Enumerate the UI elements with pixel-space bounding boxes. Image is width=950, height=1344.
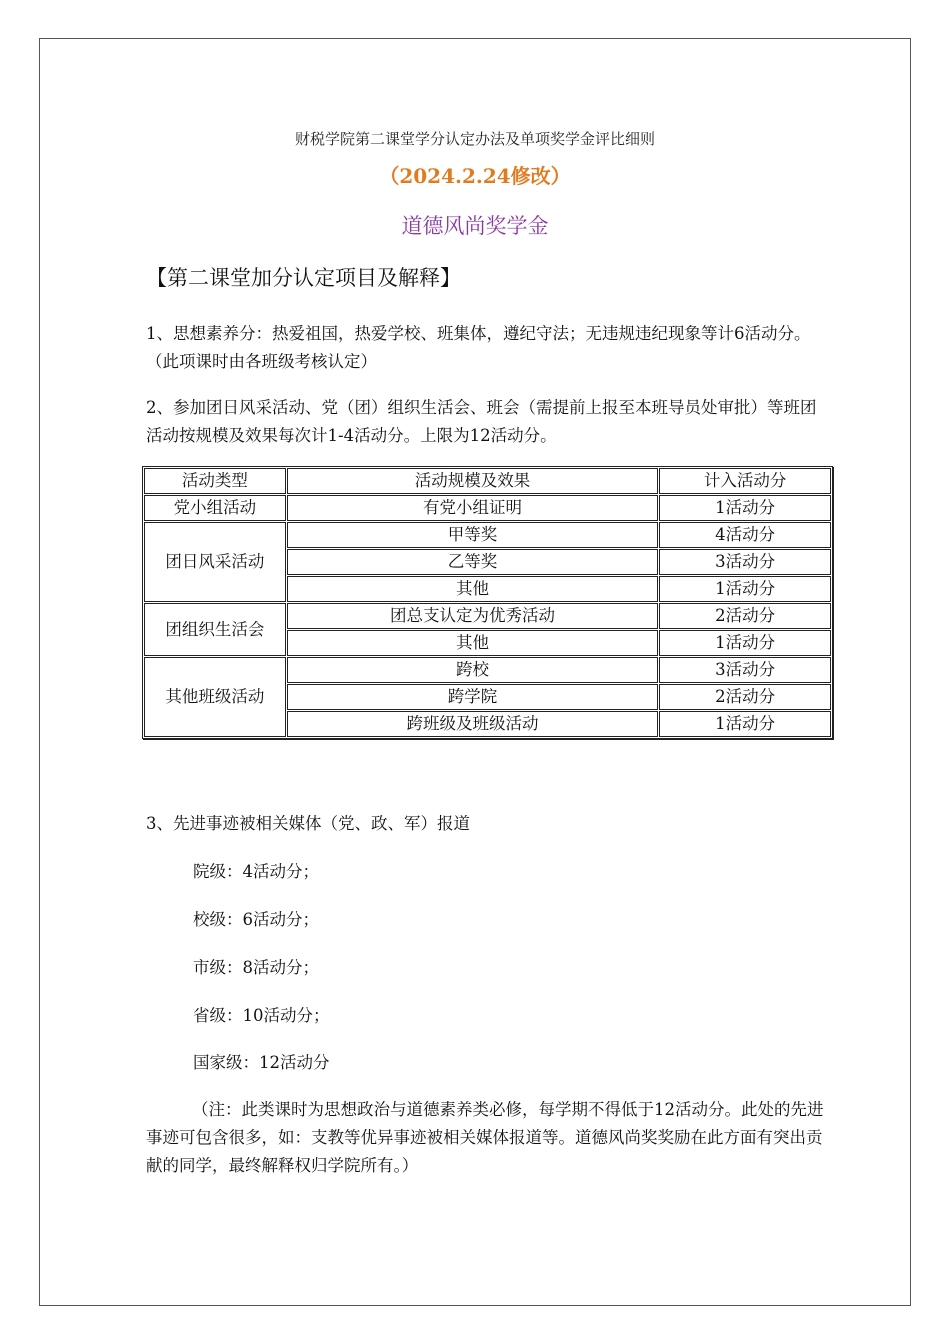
activity-score-cell: 1活动分 [659, 495, 831, 521]
section-heading: 【第二课堂加分认定项目及解释】 [146, 266, 461, 290]
activity-type-cell: 党小组活动 [144, 495, 286, 521]
activity-type-cell: 其他班级活动 [144, 657, 286, 737]
table-header-row [144, 468, 831, 494]
activity-effect-cell: 其他 [287, 630, 658, 656]
activity-score-cell: 2活动分 [659, 603, 831, 629]
activity-score-cell: 3活动分 [659, 549, 831, 575]
activity-effect-cell: 甲等奖 [287, 522, 658, 548]
activity-score-table [142, 466, 833, 739]
item-1-text: 1、思想素养分：热爱祖国，热爱学校、班集体，遵纪守法；无违规违纪现象等计6活动分。（此项课时由各班级考核认定） [146, 324, 811, 371]
level-city: 市级：8活动分； [193, 958, 319, 977]
activity-type-cell: 团组织生活会 [144, 603, 286, 656]
revision-date: （2024.2.24修改） [379, 164, 571, 188]
table-header-cell: 活动类型 [144, 468, 286, 494]
note-text: （注：此类课时为思想政治与道德素养类必修，每学期不得低于12活动分。此处的先进事迹可包含很多，如：支教等优异事迹被相关媒体报道等。道德风尚奖奖励在此方面有突出贡献的同学，最终解释权归学院所有。） [146, 1100, 824, 1175]
table-row [144, 522, 831, 548]
level-college: 院级：4活动分； [193, 862, 319, 881]
document-title: 财税学院第二课堂学分认定办法及单项奖学金评比细则 [294, 130, 655, 148]
item-2-text: 2、参加团日风采活动、党（团）组织生活会、班会（需提前上报至本班导员处审批）等班团活动按规模及效果每次计1-4活动分。上限为12活动分。 [146, 398, 817, 445]
item-3-text: 3、先进事迹被相关媒体（党、政、军）报道 [146, 814, 470, 833]
level-school: 校级：6活动分； [193, 910, 319, 929]
table-row [144, 657, 831, 683]
activity-score-cell: 1活动分 [659, 576, 831, 602]
activity-effect-cell: 乙等奖 [287, 549, 658, 575]
activity-type-cell: 团日风采活动 [144, 522, 286, 602]
activity-effect-cell: 跨班级及班级活动 [287, 711, 658, 737]
activity-effect-cell: 跨校 [287, 657, 658, 683]
activity-effect-cell: 其他 [287, 576, 658, 602]
activity-effect-cell: 团总支认定为优秀活动 [287, 603, 658, 629]
activity-score-cell: 1活动分 [659, 630, 831, 656]
table-row [144, 495, 831, 521]
award-name: 道德风尚奖学金 [401, 214, 549, 238]
activity-effect-cell: 跨学院 [287, 684, 658, 710]
table-row [144, 603, 831, 629]
activity-effect-cell: 有党小组证明 [287, 495, 658, 521]
activity-score-cell: 1活动分 [659, 711, 831, 737]
table-header-cell: 活动规模及效果 [287, 468, 658, 494]
activity-score-cell: 2活动分 [659, 684, 831, 710]
level-province: 省级：10活动分； [193, 1006, 330, 1025]
level-national: 国家级：12活动分 [193, 1053, 330, 1072]
table-header-cell: 计入活动分 [659, 468, 831, 494]
activity-score-cell: 4活动分 [659, 522, 831, 548]
activity-score-cell: 3活动分 [659, 657, 831, 683]
